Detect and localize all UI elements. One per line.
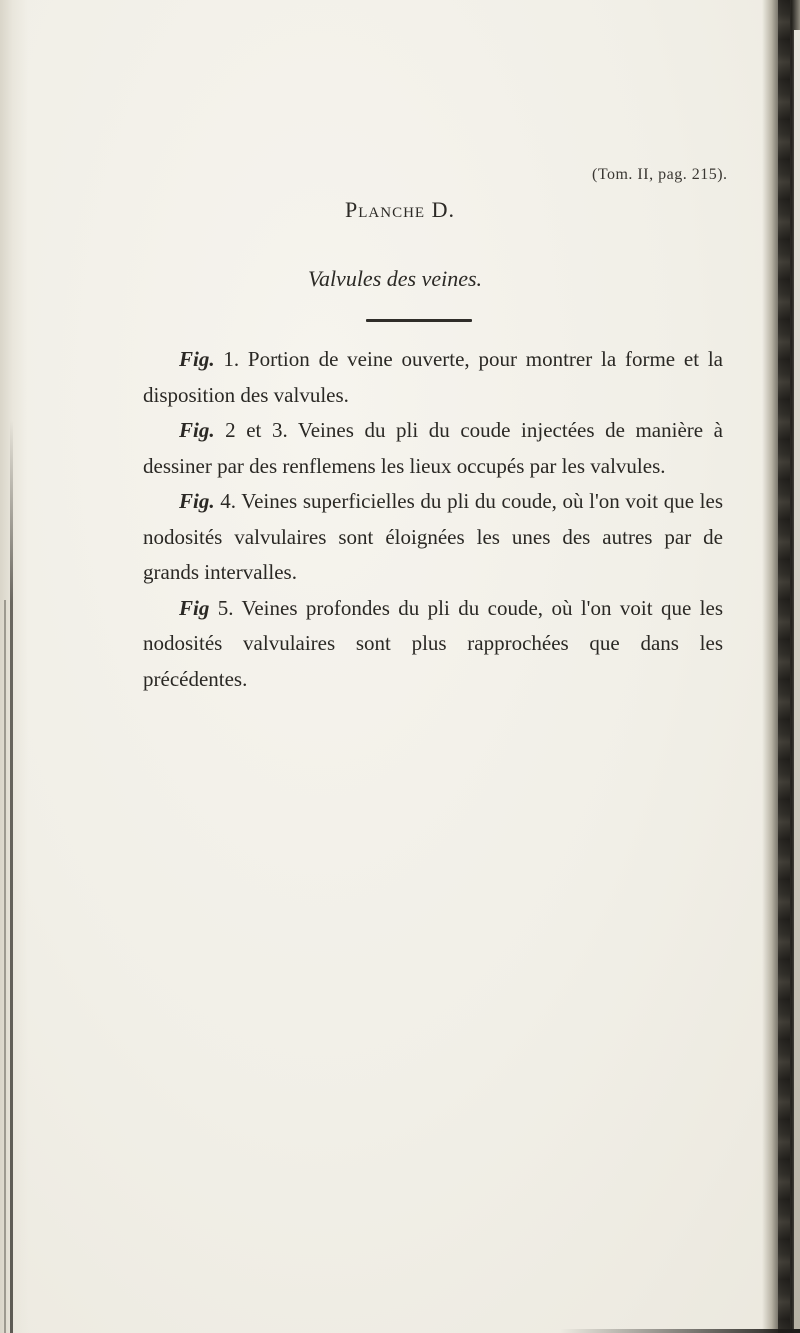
left-binding-edge-secondary	[4, 600, 6, 1333]
plate-title: Planche D.	[345, 197, 455, 222]
fig-label: Fig.	[179, 418, 215, 442]
legend-text: 5. Veines profondes du pli du coude, où l'on voit que les nodosités valvulaires sont plus rapprochées que dans les précédentes.	[143, 595, 723, 691]
legend-paragraph-fig-1	[143, 342, 723, 413]
plate-subtitle: Valvules des veines.	[307, 266, 483, 291]
legend-paragraph-fig-2-3	[143, 413, 723, 484]
fig-label: Fig.	[179, 489, 215, 513]
title-divider	[366, 319, 472, 322]
volume-page-reference: (Tom. II, pag. 215).	[592, 166, 728, 183]
legend-text: 1. Portion de veine ouverte, pour montrer la forme et la disposition des valvules.	[143, 347, 723, 407]
fig-label: Fig	[179, 595, 210, 620]
legend-paragraph-fig-5	[143, 591, 723, 698]
legend-text: 2 et 3. Veines du pli du coude injectées de manière à dessiner par des renflemens les lieux occupés par les valvules.	[143, 418, 723, 478]
bottom-edge-shadow	[560, 1329, 800, 1333]
right-binding-texture	[778, 0, 790, 1333]
legend-paragraph-fig-4	[143, 484, 723, 591]
left-binding-edge	[10, 420, 13, 1333]
figure-legend	[143, 342, 723, 697]
right-page-edge	[794, 30, 800, 1330]
fig-label: Fig.	[179, 347, 215, 371]
legend-text: 4. Veines superficielles du pli du coude, où l'on voit que les nodosités valvulaires sont éloignées les unes des autres par de grands intervalles.	[143, 489, 723, 584]
